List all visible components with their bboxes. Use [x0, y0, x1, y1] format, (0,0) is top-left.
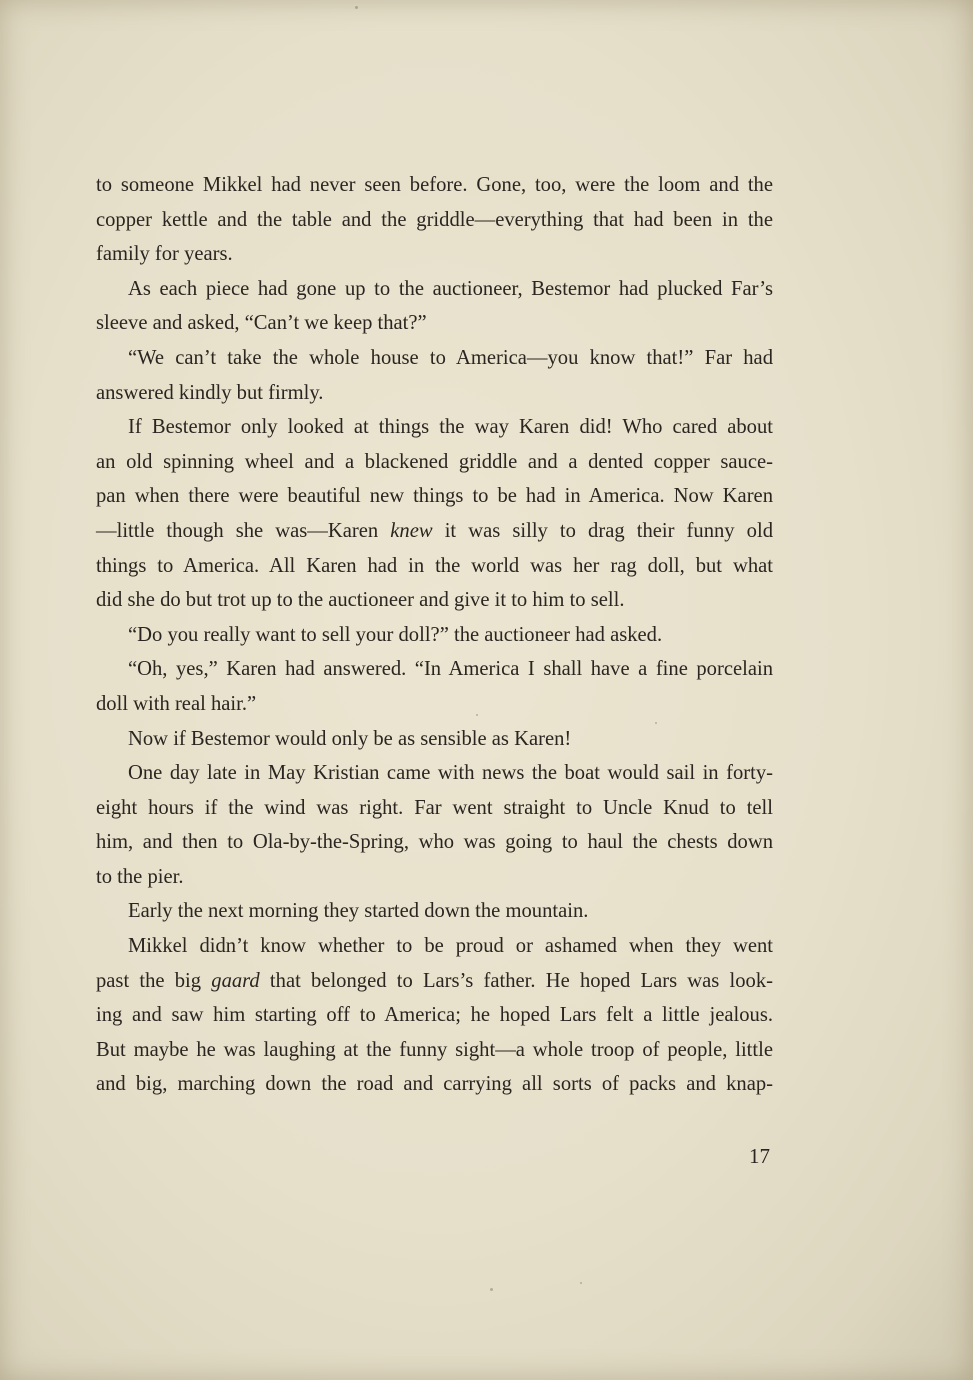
text-line: Now if Bestemor would only be as sensible as Karen! [128, 727, 572, 750]
text-line: did she do but trot up to the auctioneer and give it to him to sell. [96, 589, 625, 612]
text-line: to someone Mikkel had never seen before. Gone, too, were the loom and the [96, 174, 773, 196]
text-run: that belonged to Lars’s father. He hoped Lars was look- [259, 969, 773, 992]
text-line: ing and saw him starting off to America; he hoped Lars felt a little jealous. [96, 1004, 773, 1027]
text-line [96, 964, 773, 999]
paper-speck [490, 1288, 493, 1291]
page-number: 17 [749, 1144, 770, 1168]
text-line: an old spinning wheel and a blackened griddle and a dented copper sauce- [96, 450, 773, 473]
paper-speck [580, 1282, 582, 1284]
text-line: As each piece had gone up to the auctioneer, Bestemor had plucked Far’s [128, 277, 773, 300]
italic-word: knew [390, 519, 433, 542]
text-line: copper kettle and the table and the griddle—everything that had been in the [96, 208, 773, 231]
text-run: past the big [96, 969, 212, 992]
text-line: and big, marching down the road and carrying all sorts of packs and knap- [96, 1073, 773, 1096]
text-line: “We can’t take the whole house to America—you know that!” Far had [128, 346, 773, 369]
text-line: “Oh, yes,” Karen had answered. “In America I shall have a fine porcelain [128, 658, 773, 681]
text-line: Early the next morning they started down the mountain. [128, 900, 589, 923]
text-run: —little though she was—Karen [96, 519, 391, 542]
text-line: doll with real hair.” [96, 692, 257, 715]
text-line [96, 514, 773, 549]
text-run: it was silly to drag their funny old [432, 519, 773, 542]
text-line: But maybe he was laughing at the funny sight—a whole troop of people, little [96, 1038, 773, 1061]
text-line: If Bestemor only looked at things the way Karen did! Who cared about [128, 416, 773, 439]
text-line: him, and then to Ola-by-the-Spring, who was going to haul the chests down [96, 831, 773, 854]
text-line: pan when there were beautiful new things to be had in America. Now Karen [96, 485, 773, 508]
italic-word: gaard [211, 969, 260, 992]
text-line: family for years. [96, 243, 233, 266]
text-line: answered kindly but firmly. [96, 381, 324, 404]
paper-speck [355, 6, 358, 9]
text-line: things to America. All Karen had in the world was her rag doll, but what [96, 554, 773, 577]
text-line: Mikkel didn’t know whether to be proud or ashamed when they went [128, 935, 773, 958]
text-line: One day late in May Kristian came with news the boat would sail in forty- [128, 762, 773, 785]
text-line: to the pier. [96, 865, 184, 888]
text-line: “Do you really want to sell your doll?” the auctioneer had asked. [128, 623, 663, 646]
body-text [96, 168, 773, 1102]
text-line: eight hours if the wind was right. Far went straight to Uncle Knud to tell [96, 796, 773, 819]
text-line: sleeve and asked, “Can’t we keep that?” [96, 312, 427, 335]
